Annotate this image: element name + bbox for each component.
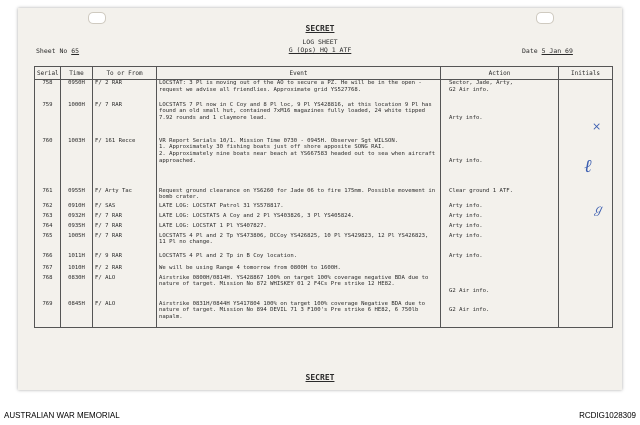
table-row [35, 265, 613, 275]
cell-action: Arty info. [441, 253, 559, 265]
table-row [35, 223, 613, 233]
cell-to-from: F/ ALO [93, 301, 157, 328]
column-header-initials: Initials [559, 67, 613, 80]
column-header-time: Time [61, 67, 93, 80]
cell-action: Sector, Jade, Arty, G2 Air info. [441, 80, 559, 102]
sheet-number-label: Sheet No [36, 47, 68, 55]
cell-initials [559, 188, 613, 203]
cell-time: 0955H [61, 188, 93, 203]
cell-action [441, 265, 559, 275]
cell-action: Arty info. [441, 203, 559, 213]
classification-bottom: SECRET [305, 373, 335, 382]
cell-initials [559, 265, 613, 275]
handwritten-initial-mark: ℓ [584, 156, 592, 177]
footer-reference: RCDIG1028309 [579, 411, 636, 420]
handwritten-initial-mark: × [592, 120, 602, 133]
column-header-to-from: To or From [93, 67, 157, 80]
cell-initials [559, 233, 613, 253]
sheet-date [522, 47, 573, 55]
punch-hole [536, 12, 554, 24]
log-sheet-page [18, 8, 622, 390]
cell-serial: 765 [35, 233, 61, 253]
table-row [35, 253, 613, 265]
cell-initials [559, 301, 613, 328]
cell-time: 1010H [61, 265, 93, 275]
column-header-event: Event [157, 67, 441, 80]
cell-to-from: F/ SAS [93, 203, 157, 213]
cell-serial: 768 [35, 275, 61, 301]
cell-initials [559, 275, 613, 301]
table-row [35, 233, 613, 253]
cell-event: LOCSTATS 7 Pl now in C Coy and 8 Pl loc, 9 Pl YS428816, at this location 9 Pl has found an old small hut, contained 7xM16 magazines fully loaded, 24 white tipped 7.92 rounds and 1 claymore lead. [157, 102, 441, 138]
cell-initials [559, 253, 613, 265]
cell-serial: 760 [35, 138, 61, 188]
cell-event: LOCSTATS 4 Pl and 2 Tp YS473806, DCCoy YS426825, 10 Pl YS429823, 12 Pl YS426823, 11 Pl no change. [157, 233, 441, 253]
cell-serial: 762 [35, 203, 61, 213]
cell-event: LOCSTAT: 3 Pl is moving out of the AO to secure a PZ. He will be in the open - request we advise all friendlies. Approximate grid YS527768. [157, 80, 441, 102]
table-row [35, 275, 613, 301]
cell-time: 0830H [61, 275, 93, 301]
cell-time: 1011H [61, 253, 93, 265]
log-table [34, 66, 613, 328]
cell-serial: 763 [35, 213, 61, 223]
cell-to-from: F/ 7 RAR [93, 213, 157, 223]
column-header-serial: Serial [35, 67, 61, 80]
punch-hole [88, 12, 106, 24]
cell-action: Arty info. [441, 223, 559, 233]
handwritten-initial-mark: ℊ [592, 202, 605, 216]
cell-to-from: F/ 9 RAR [93, 253, 157, 265]
cell-serial: 767 [35, 265, 61, 275]
cell-initials [559, 223, 613, 233]
sheet-number [36, 47, 79, 55]
cell-action: Arty info. [441, 213, 559, 223]
cell-time: 0932H [61, 213, 93, 223]
table-row [35, 213, 613, 223]
table-header-row [35, 67, 613, 80]
column-header-action: Action [441, 67, 559, 80]
cell-event: Airstrike 0800H/0814H. YS428867 100% on target 100% coverage negative BDA due to nature of target. Mission No 872 WHISKEY 01 2 F4Cs Pre strike 12 HE82. [157, 275, 441, 301]
cell-initials [559, 80, 613, 102]
cell-to-from: F/ 7 RAR [93, 223, 157, 233]
cell-event: LATE LOG: LOCSTATS A Coy and 2 Pl YS403826, 3 Pl YS405824. [157, 213, 441, 223]
sheet-number-value: 65 [71, 47, 80, 55]
cell-initials [559, 102, 613, 138]
cell-serial: 758 [35, 80, 61, 102]
sheet-unit: G (Ops) HQ 1 ATF [288, 46, 352, 54]
table-row [35, 188, 613, 203]
cell-to-from: F/ Arty Tac [93, 188, 157, 203]
table-row [35, 203, 613, 213]
cell-action: Arty info. [441, 102, 559, 138]
cell-initials [559, 213, 613, 223]
cell-initials [559, 203, 613, 213]
table-row [35, 80, 613, 102]
cell-to-from: F/ 161 Recce [93, 138, 157, 188]
cell-to-from: F/ 2 RAR [93, 80, 157, 102]
cell-time: 1005H [61, 233, 93, 253]
cell-time: 0845H [61, 301, 93, 328]
cell-serial: 761 [35, 188, 61, 203]
cell-to-from: F/ ALO [93, 275, 157, 301]
cell-action: G2 Air info. [441, 301, 559, 328]
table-row [35, 301, 613, 328]
cell-time: 0935H [61, 223, 93, 233]
cell-time: 1000H [61, 102, 93, 138]
table-row [35, 138, 613, 188]
date-value: 5 Jan 69 [541, 47, 573, 55]
table-row [35, 102, 613, 138]
classification-top: SECRET [305, 24, 335, 33]
cell-event: VR Report Serials 10/1. Mission Time 0730 - 0945H. Observer Sgt WILSON. 1. Approximately 30 fishing boats just off shore apposite SONG RAI. 2. Approximately nine boats near beach at YS667583 headed out to sea when aircraft approached. [157, 138, 441, 188]
date-label: Date [522, 47, 538, 55]
cell-to-from: F/ 7 RAR [93, 233, 157, 253]
cell-serial: 759 [35, 102, 61, 138]
cell-event: Request ground clearance on YS6260 for Jade 06 to fire 175mm. Possible movement in bomb crater. [157, 188, 441, 203]
cell-action: Arty info. [441, 233, 559, 253]
cell-event: LATE LOG: LOCSTAT Patrol 31 YS578817. [157, 203, 441, 213]
cell-time: 1003H [61, 138, 93, 188]
cell-event: LOCSTATS 4 Pl and 2 Tp in B Coy location. [157, 253, 441, 265]
sheet-title: LOG SHEET [302, 38, 338, 46]
cell-serial: 764 [35, 223, 61, 233]
cell-event: Airstrike 0831H/0844H YS417804 100% on target 100% coverage Negative BDA due to nature of target. Mission No 894 DEVIL 71 3 F100's Pre strike 6 HE82, 6 750lb napalm. [157, 301, 441, 328]
cell-action: Clear ground 1 ATF. [441, 188, 559, 203]
cell-to-from: F/ 2 RAR [93, 265, 157, 275]
footer-source: AUSTRALIAN WAR MEMORIAL [4, 411, 120, 420]
cell-event: LATE LOG: LOCSTAT 1 Pl YS407827. [157, 223, 441, 233]
cell-time: 0950H [61, 80, 93, 102]
cell-time: 0910H [61, 203, 93, 213]
cell-action: G2 Air info. [441, 275, 559, 301]
cell-event: We will be using Range 4 tomorrow from 0800H to 1600H. [157, 265, 441, 275]
cell-serial: 769 [35, 301, 61, 328]
cell-to-from: F/ 7 RAR [93, 102, 157, 138]
cell-serial: 766 [35, 253, 61, 265]
cell-action: Arty info. [441, 138, 559, 188]
